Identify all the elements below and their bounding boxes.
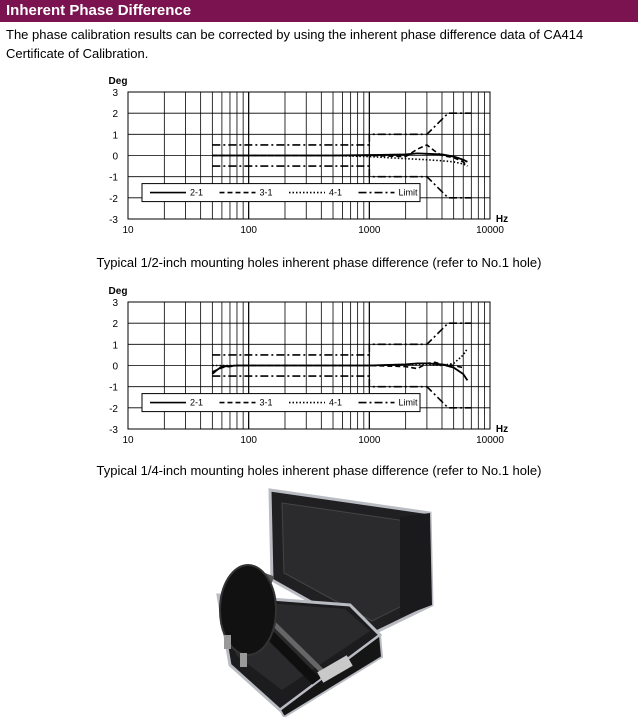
- caption-quarter-inch: Typical 1/4-inch mounting holes inherent phase difference (refer to No.1 hole): [96, 463, 542, 478]
- section-title: Inherent Phase Difference: [6, 2, 192, 19]
- chart-half-inch: [0, 70, 638, 240]
- y-tick-label: 1: [112, 340, 118, 352]
- y-tick-label: 2: [112, 319, 118, 331]
- series-line-2-1: [212, 153, 467, 161]
- x-tick-label: 100: [240, 225, 258, 236]
- legend-label: 3-1: [259, 397, 273, 408]
- y-tick-label: 0: [112, 151, 118, 163]
- y-tick-label: 3: [112, 298, 118, 309]
- series-line-Limit: [212, 113, 471, 145]
- carrying-case-photo: [200, 485, 440, 717]
- series-line-Limit: [212, 323, 471, 355]
- x-axis-label: Hz: [495, 214, 509, 225]
- x-tick-label: 1000: [358, 225, 381, 236]
- y-tick-label: -2: [109, 193, 118, 205]
- series-line-4-1: [212, 156, 467, 167]
- caption-half-inch: Typical 1/2-inch mounting holes inherent phase difference (refer to No.1 hole): [96, 255, 542, 270]
- x-tick-label: 10: [122, 225, 134, 236]
- y-axis-label: Deg: [108, 76, 128, 87]
- legend-label: 2-1: [190, 187, 204, 198]
- x-tick-label: 10: [122, 435, 134, 446]
- x-tick-label: 10000: [476, 435, 504, 446]
- y-tick-label: -2: [109, 403, 118, 415]
- carrying-case-icon: [200, 485, 440, 717]
- y-tick-label: -1: [109, 172, 118, 184]
- legend-label: 2-1: [190, 397, 204, 408]
- y-tick-label: 3: [112, 88, 118, 99]
- legend-label: 4-1: [329, 187, 343, 198]
- x-tick-label: 10000: [476, 225, 504, 236]
- section-header: [0, 0, 638, 22]
- legend-label: 4-1: [329, 397, 343, 408]
- chart-quarter-inch-svg: [0, 280, 638, 450]
- y-tick-label: -3: [109, 425, 118, 436]
- y-tick-label: 2: [112, 109, 118, 121]
- chart-half-inch-svg: [0, 70, 638, 240]
- y-tick-label: -1: [109, 382, 118, 394]
- legend-label: Limit: [398, 187, 418, 198]
- x-tick-label: 1000: [358, 435, 381, 446]
- y-tick-label: 1: [112, 130, 118, 142]
- x-tick-label: 100: [240, 435, 258, 446]
- chart-quarter-inch: [0, 280, 638, 450]
- y-tick-label: 0: [112, 361, 118, 373]
- legend-label: Limit: [398, 397, 418, 408]
- intro-paragraph: The phase calibration results can be corrected by using the inherent phase difference data of CA414 Certificate of Calibration.: [6, 27, 584, 61]
- y-axis-label: Deg: [108, 286, 128, 297]
- x-axis-label: Hz: [495, 424, 509, 435]
- y-tick-label: -3: [109, 215, 118, 226]
- legend-label: 3-1: [259, 187, 273, 198]
